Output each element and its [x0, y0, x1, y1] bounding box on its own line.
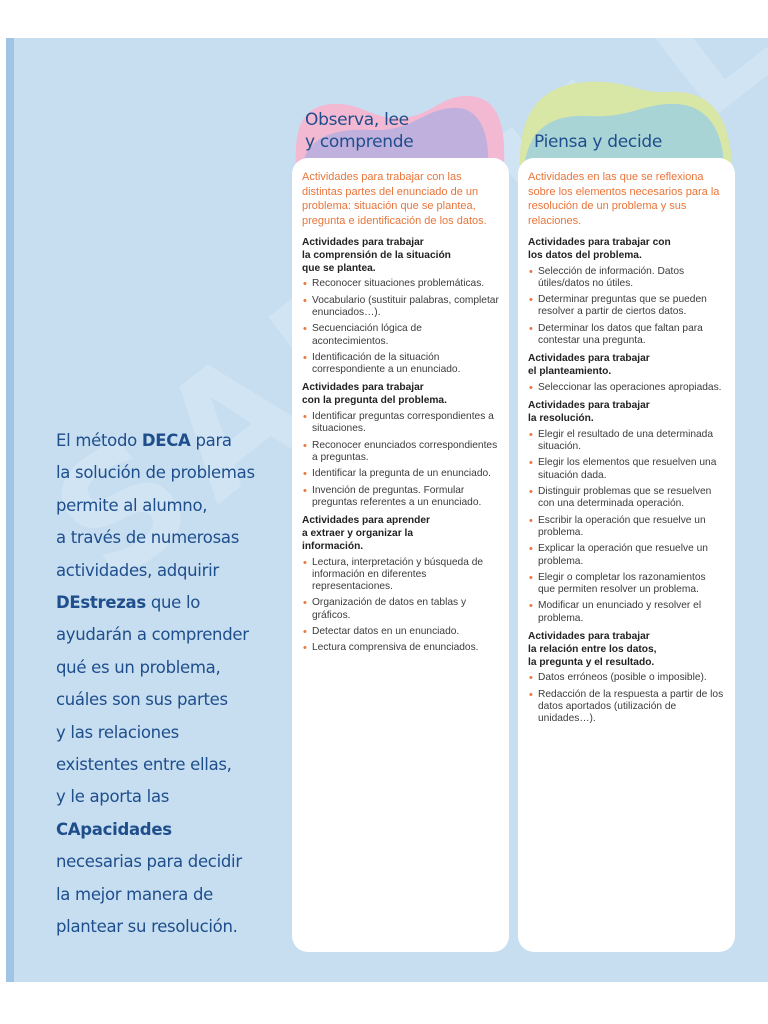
col1-intro: Actividades para trabajar con las distintas partes del enunciado de un problema: situación que se plantea, pregunta e identificación de los datos.	[302, 171, 487, 227]
intro-line: permite al alumno,	[56, 495, 208, 515]
intro-line: CApacidades	[56, 819, 172, 839]
intro-line: y le aporta las	[56, 787, 170, 807]
col1-section-title: Actividades para aprender a extraer y organizar la información.	[302, 515, 430, 552]
col2-intro: Actividades en las que se reflexiona sobre los elementos necesarios para la resolución de un problema y sus relaciones.	[528, 171, 720, 227]
list-item: • Explicar la operación que resuelve un problema.	[528, 543, 725, 568]
col2-list	[528, 672, 725, 725]
intro-text	[56, 425, 281, 944]
intro-line: qué es un problema,	[56, 657, 221, 677]
col2-card	[518, 158, 735, 952]
col1-header	[292, 88, 512, 168]
destrezas-highlight: DEstrezas	[56, 593, 146, 613]
intro-line: plantear su resolución.	[56, 917, 238, 937]
intro-line: El método DECA para	[56, 431, 232, 450]
col2-section-title: Actividades para trabajar con los datos del problema.	[528, 237, 671, 261]
col1-section-title: Actividades para trabajar la comprensión de la situación que se plantea.	[302, 237, 451, 274]
col2-section-title: Actividades para trabajar la resolución.	[528, 400, 650, 425]
col2-list	[528, 266, 725, 348]
list-item: • Identificación de la situación correspondiente a un enunciado.	[302, 352, 499, 377]
list-item: • Elegir o completar los razonamientos que permiten resolver un problema.	[528, 572, 725, 597]
list-item: • Distinguir problemas que se resuelven con una determinada operación.	[528, 486, 725, 511]
col2-section-title: Actividades para trabajar la relación entre los datos, la pregunta y el resultado.	[528, 631, 657, 668]
list-item: • Elegir los elementos que resuelven una situación dada.	[528, 457, 725, 482]
col1-list	[302, 557, 499, 655]
list-item: • Reconocer enunciados correspondientes a preguntas.	[302, 440, 499, 465]
intro-line: actividades, adquirir	[56, 560, 219, 580]
col2-list	[528, 429, 725, 625]
list-item: • Seleccionar las operaciones apropiadas.	[528, 382, 725, 394]
col2-list	[528, 382, 725, 394]
panel-stripe	[6, 38, 14, 982]
list-item: • Reconocer situaciones problemáticas.	[302, 278, 499, 290]
list-item: • Invención de preguntas. Formular preguntas referentes a un enunciado.	[302, 485, 499, 510]
col1-title: Observa, lee y comprende	[305, 110, 414, 152]
list-item: • Identificar la pregunta de un enunciado.	[302, 468, 499, 480]
list-item: • Determinar preguntas que se pueden resolver a partir de ciertos datos.	[528, 294, 725, 319]
intro-line: y las relaciones	[56, 722, 179, 742]
list-item: • Selección de información. Datos útiles/datos no útiles.	[528, 266, 725, 291]
col1-section-title: Actividades para trabajar con la pregunta del problema.	[302, 382, 447, 407]
intro-line: la solución de problemas	[56, 463, 255, 483]
intro-line: existentes entre ellas,	[56, 755, 232, 775]
list-item: • Secuenciación lógica de acontecimientos.	[302, 323, 499, 348]
list-item: • Identificar preguntas correspondientes a situaciones.	[302, 411, 499, 436]
list-item: • Vocabulario (sustituir palabras, completar enunciados…).	[302, 295, 499, 320]
col2-title: Piensa y decide	[534, 132, 663, 152]
list-item: • Determinar los datos que faltan para contestar una pregunta.	[528, 323, 725, 348]
col1-list	[302, 278, 499, 376]
col2-header-shape	[518, 76, 738, 168]
col1-list	[302, 411, 499, 509]
intro-line: necesarias para decidir	[56, 852, 242, 872]
col2-header	[518, 76, 738, 156]
list-item: • Lectura comprensiva de enunciados.	[302, 642, 499, 654]
intro-line: DEstrezas que lo	[56, 593, 201, 613]
list-item: • Datos erróneos (posible o imposible).	[528, 672, 725, 684]
list-item: • Detectar datos en un enunciado.	[302, 626, 499, 638]
col2-section-title: Actividades para trabajar el planteamiento.	[528, 353, 650, 378]
list-item: • Redacción de la respuesta a partir de los datos aportados (utilización de unidades…).	[528, 689, 725, 726]
intro-line: ayudarán a comprender	[56, 625, 249, 645]
col1-card	[292, 158, 509, 952]
deca-highlight: DECA	[141, 431, 191, 450]
list-item: • Elegir el resultado de una determinada situación.	[528, 429, 725, 454]
intro-line: cuáles son sus partes	[56, 690, 228, 710]
list-item: • Organización de datos en tablas y gráficos.	[302, 597, 499, 622]
list-item: • Lectura, interpretación y búsqueda de información en diferentes representaciones.	[302, 557, 499, 594]
intro-line: a través de numerosas	[56, 528, 240, 548]
list-item: • Modificar un enunciado y resolver el problema.	[528, 600, 725, 625]
list-item: • Escribir la operación que resuelve un problema.	[528, 515, 725, 540]
intro-line: la mejor manera de	[56, 884, 214, 904]
